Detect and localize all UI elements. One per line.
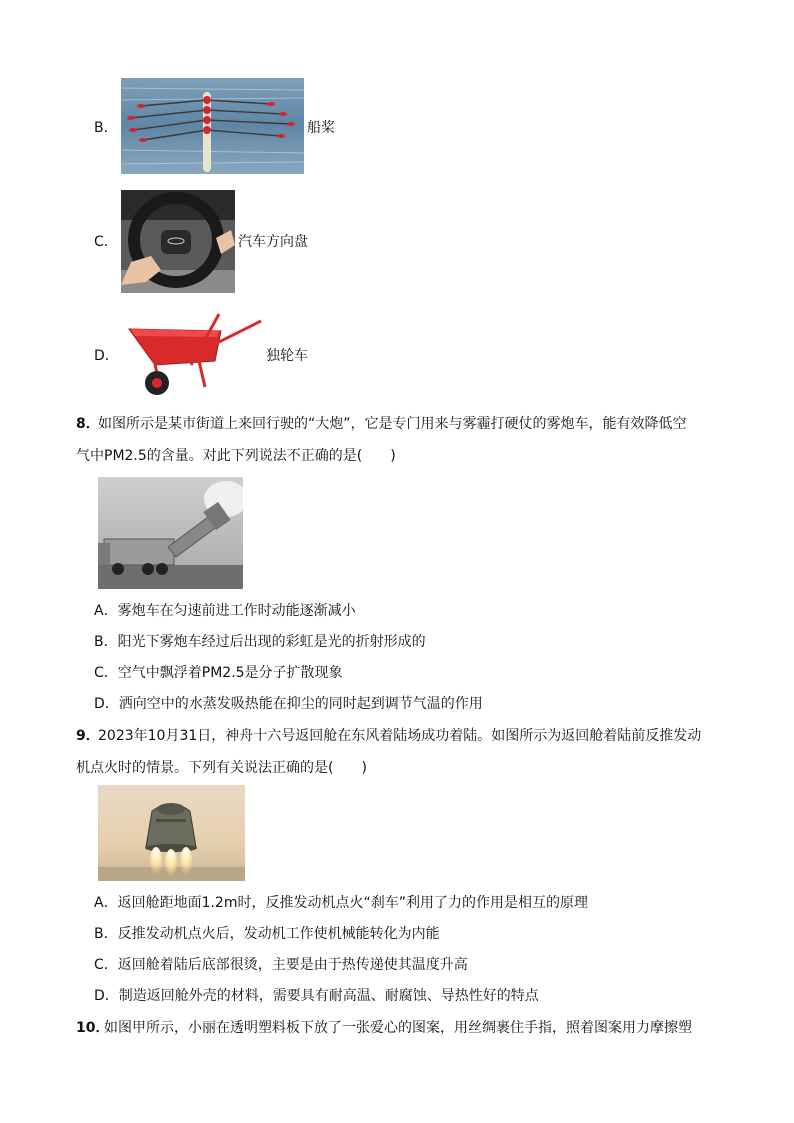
question-10-stem-line1: 如图甲所示，小丽在透明塑料板下放了一张爱心的图案，用丝绸裹住手指，照着图案用力摩擦塑: [104, 1020, 692, 1036]
question-9-option-a: A．返回舱距地面1.2m时，反推发动机点火“刹车”利用了力的作用是相互的原理: [94, 895, 588, 911]
question-8-number: 8．: [76, 416, 100, 432]
question-9-stem-line1: 2023年10月31日，神舟十六号返回舱在东风着陆场成功着陆。如图所示为返回舱着陆前反推发动: [98, 728, 702, 744]
question-9-option-c: C．返回舱着陆后底部很烫，主要是由于热传递使其温度升高: [94, 957, 468, 973]
steering-wheel-image: [121, 190, 235, 293]
question-8-stem-line2: 气中PM2.5的含量。对此下列说法不正确的是( ): [76, 448, 396, 464]
question-9-option-b: B．反推发动机点火后，发动机工作使机械能转化为内能: [94, 926, 440, 942]
question-8-option-d: D．洒向空中的水蒸发吸热能在抑尘的同时起到调节气温的作用: [94, 696, 483, 712]
fog-cannon-truck-image: [98, 477, 243, 589]
return-capsule-image: [98, 785, 245, 881]
question-8-option-b: B．阳光下雾炮车经过后出现的彩虹是光的折射形成的: [94, 634, 426, 650]
option-c-label: 汽车方向盘: [238, 234, 308, 250]
question-9-number: 9．: [76, 728, 100, 744]
option-c-letter: C．: [94, 234, 118, 250]
question-10-number: 10．: [76, 1020, 110, 1036]
question-9-option-d: D．制造返回舱外壳的材料，需要具有耐高温、耐腐蚀、导热性好的特点: [94, 988, 539, 1004]
wheelbarrow-image: [121, 309, 266, 401]
question-8-option-a: A．雾炮车在匀速前进工作时动能逐渐减小: [94, 603, 356, 619]
option-d-letter: D．: [94, 348, 119, 364]
option-d-label: 独轮车: [266, 348, 308, 364]
question-8-stem-line1: 如图所示是某市街道上来回行驶的“大炮”，它是专门用来与雾霾打硬仗的雾炮车，能有效降低空: [98, 416, 687, 432]
option-b-label: 船桨: [307, 120, 335, 136]
question-8-option-c: C．空气中飘浮着PM2.5是分子扩散现象: [94, 665, 343, 681]
option-b-letter: B．: [94, 120, 118, 136]
rowing-oars-image: [121, 78, 304, 174]
question-9-stem-line2: 机点火时的情景。下列有关说法正确的是( ): [76, 760, 367, 776]
